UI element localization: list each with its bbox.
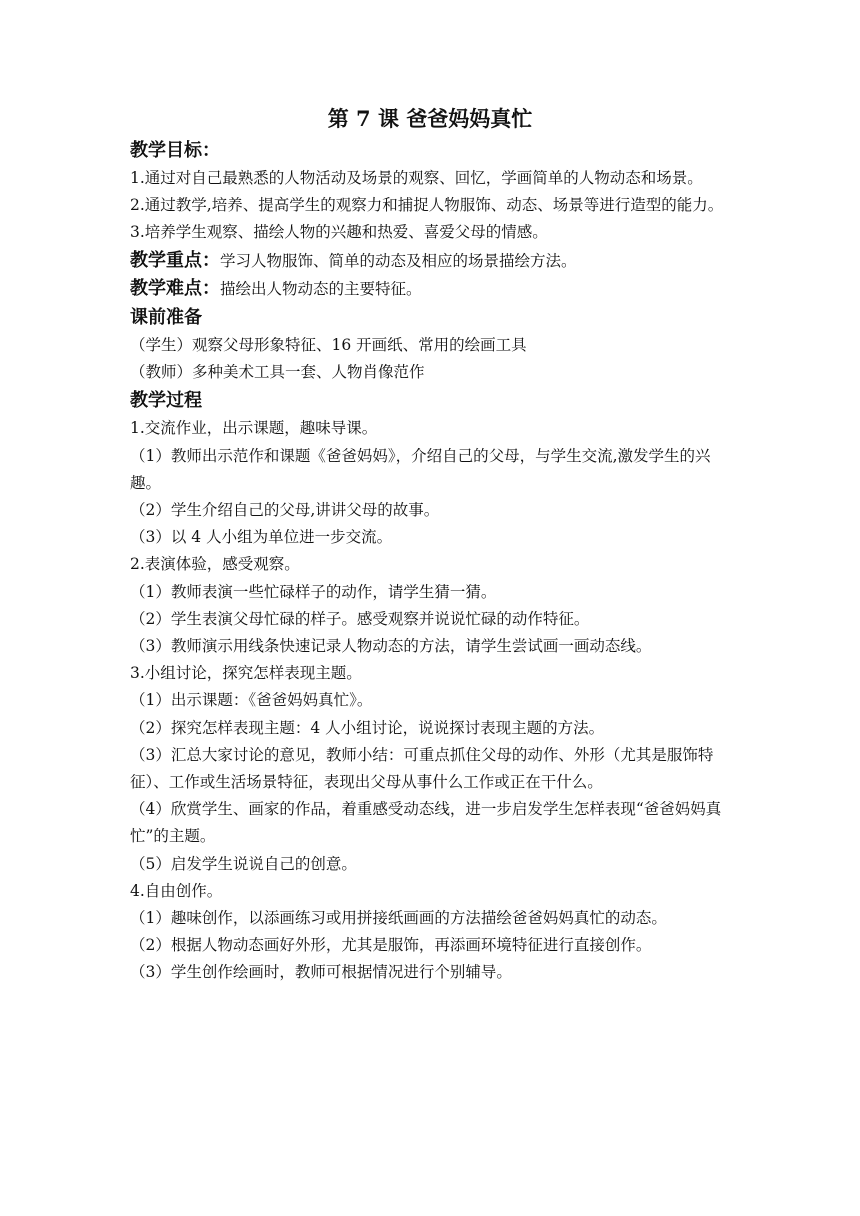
process-line: （1）出示课题：《爸爸妈妈真忙》。	[130, 691, 373, 710]
process-line: （3）学生创作绘画时，教师可根据情况进行个别辅导。	[130, 963, 512, 982]
document-body	[130, 136, 735, 987]
goal-item-1: 1.通过对自己最熟悉的人物活动及场景的观察、回忆，学画简单的人物动态和场景。	[130, 169, 703, 187]
key-point-label: 教学重点：	[130, 249, 220, 271]
process-heading: 教学过程	[130, 390, 202, 412]
process-line: （2）学生表演父母忙碌的样子。感受观察并说说忙碌的动作特征。	[130, 609, 590, 628]
prep-item-2: （教师）多种美术工具一套、人物肖像范作	[130, 363, 425, 382]
difficulty-text: 描绘出人物动态的主要特征。	[220, 279, 422, 298]
process-line: 3.小组讨论，探究怎样表现主题。	[130, 664, 362, 683]
process-line: （2）探究怎样表现主题：4 人小组讨论，说说探讨表现主题的方法。	[130, 718, 605, 737]
key-point-text: 学习人物服饰、简单的动态及相应的场景描绘方法。	[220, 251, 577, 270]
process-line: 1.交流作业，出示课题，趣味导课。	[130, 419, 378, 438]
goal-item-3: 3.培养学生观察、描绘人物的兴趣和热爱、喜爱父母的情感。	[130, 223, 548, 242]
process-line: 4.自由创作。	[130, 881, 223, 900]
process-line: （3）汇总大家讨论的意见，教师小结：可重点抓住父母的动作、外形（尤其是服饰特征）、工作或生活场景特征，表现出父母从事什么工作或正在干什么。	[130, 745, 714, 792]
process-line: 2.表演体验，感受观察。	[130, 555, 300, 574]
process-line: （1）教师表演一些忙碌样子的动作，请学生猜一猜。	[130, 582, 497, 601]
prep-item-1: （学生）观察父母形象特征、16 开画纸、常用的绘画工具	[130, 336, 527, 355]
difficulty-label: 教学难点：	[130, 277, 220, 299]
process-line: （2）根据人物动态画好外形，尤其是服饰，再添画环境特征进行直接创作。	[130, 936, 652, 955]
difficulty-paragraph	[130, 275, 735, 303]
process-line: （1）趣味创作，以添画练习或用拼接纸画画的方法描绘爸爸妈妈真忙的动态。	[130, 909, 667, 928]
process-line: （4）欣赏学生、画家的作品，着重感受动态线，进一步启发学生怎样表现“爸爸妈妈真忙”的主题。	[130, 800, 722, 846]
prep-heading: 课前准备	[130, 307, 202, 329]
process-line: （1）教师出示范作和课题《爸爸妈妈》，介绍自己的父母，与学生交流,激发学生的兴趣。	[130, 446, 711, 492]
process-line: （3）以 4 人小组为单位进一步交流。	[130, 528, 393, 547]
goals-heading: 教学目标：	[130, 140, 220, 161]
key-point-paragraph	[130, 247, 735, 275]
lesson-title: 第 7 课 爸爸妈妈真忙	[327, 106, 533, 131]
process-line: （5）启发学生说说自己的创意。	[130, 854, 357, 873]
process-line: （2）学生介绍自己的父母,讲讲父母的故事。	[130, 501, 440, 520]
goal-item-2: 2.通过教学,培养、提高学生的观察力和捕捉人物服饰、动态、场景等进行造型的能力。	[130, 196, 724, 215]
process-line: （3）教师演示用线条快速记录人物动态的方法，请学生尝试画一画动态线。	[130, 637, 652, 656]
